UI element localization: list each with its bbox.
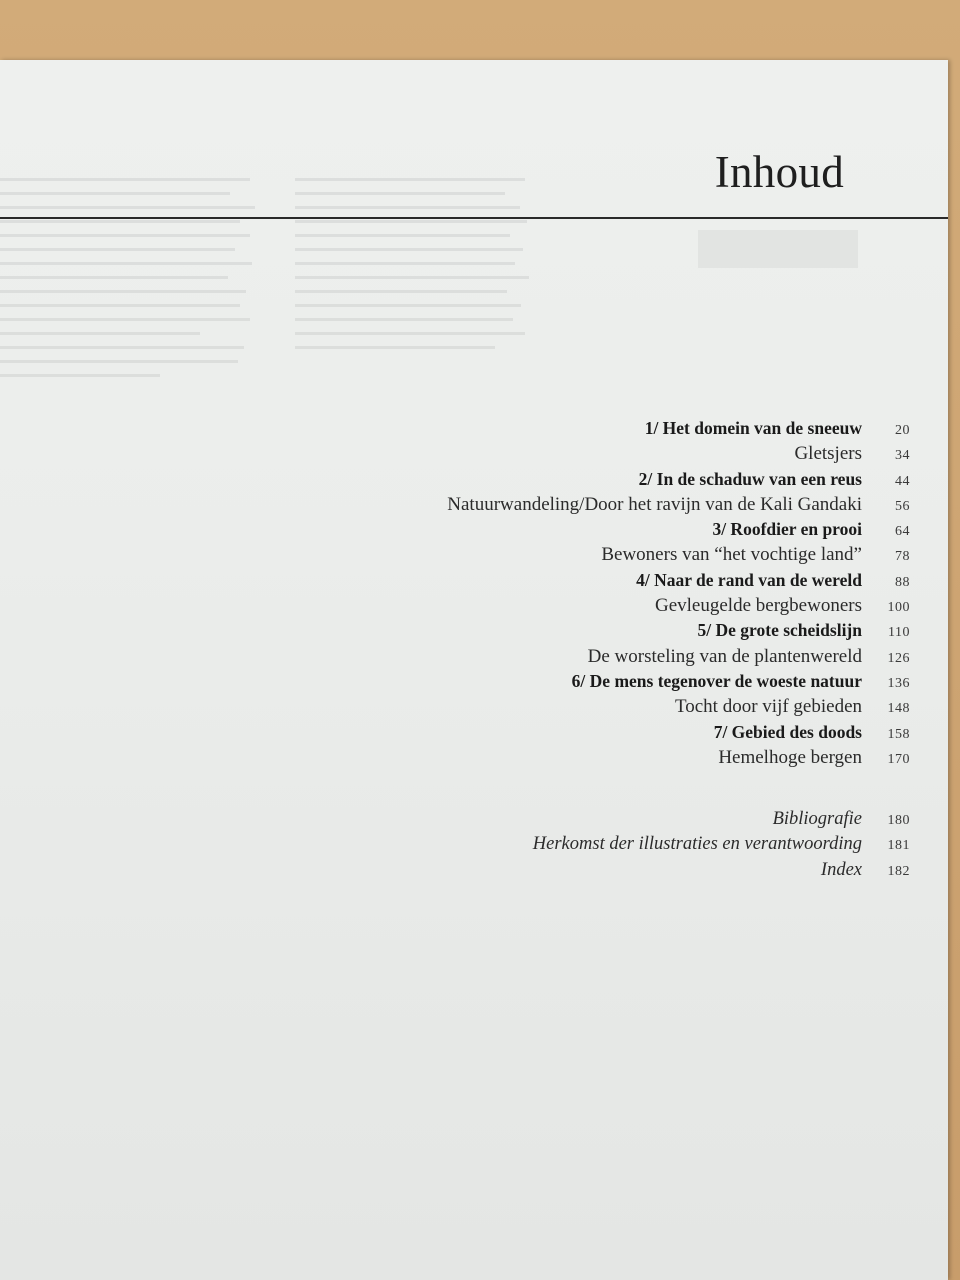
toc-back-matter-entry <box>300 809 910 834</box>
toc-chapter-entry <box>300 519 910 544</box>
toc-essay-entry <box>300 494 910 519</box>
toc-essay-entry <box>300 595 910 620</box>
toc-entry-page-number: 170 <box>887 751 910 767</box>
toc-entry-page-number: 34 <box>895 448 910 464</box>
toc-entry-page-number: 88 <box>895 574 910 590</box>
toc-essay-entry <box>300 544 910 569</box>
toc-essay-entry <box>300 443 910 468</box>
show-through-column-left <box>0 178 270 388</box>
table-of-contents <box>300 418 910 885</box>
toc-entry-page-number: 100 <box>887 600 910 616</box>
toc-essay-entry <box>300 696 910 721</box>
toc-main-entries <box>300 418 910 772</box>
toc-entry-page-number: 148 <box>887 701 910 717</box>
toc-entry-title: Gletsjers <box>794 443 862 465</box>
show-through-column-mid <box>295 178 535 360</box>
toc-section-gap <box>300 772 910 809</box>
toc-back-matter-entry <box>300 834 910 859</box>
toc-entry-title: Index <box>820 859 862 880</box>
toc-chapter-entry <box>300 671 910 696</box>
toc-entry-title: 5/ De grote scheidslijn <box>697 620 862 641</box>
toc-entry-page-number: 181 <box>887 838 910 854</box>
toc-entry-title: De worsteling van de plantenwereld <box>587 645 862 667</box>
toc-entry-title: Natuurwandeling/Door het ravijn van de Kali Gandaki <box>447 493 862 515</box>
toc-entry-page-number: 182 <box>887 863 910 879</box>
toc-chapter-entry <box>300 570 910 595</box>
toc-entry-title: Hemelhoge bergen <box>718 746 862 768</box>
toc-chapter-entry <box>300 620 910 645</box>
toc-entry-page-number: 110 <box>888 625 910 641</box>
toc-entry-title: Gevleugelde bergbewoners <box>655 595 862 617</box>
toc-entry-title: 2/ In de schaduw van een reus <box>638 468 862 489</box>
toc-entry-title: 1/ Het domein van de sneeuw <box>644 418 862 438</box>
toc-entry-page-number: 158 <box>887 726 910 742</box>
toc-entry-page-number: 136 <box>887 675 910 691</box>
toc-entry-page-number: 78 <box>895 549 910 565</box>
toc-entry-title: Tocht door vijf gebieden <box>674 696 862 718</box>
toc-entry-page-number: 44 <box>895 473 910 489</box>
toc-chapter-entry <box>300 418 910 443</box>
show-through-image-block <box>698 230 858 268</box>
toc-entry-page-number: 64 <box>895 524 910 540</box>
toc-entry-title: 3/ Roofdier en prooi <box>712 519 862 540</box>
toc-chapter-entry <box>300 469 910 494</box>
page-title: Inhoud <box>714 147 844 197</box>
toc-entry-page-number: 180 <box>887 813 910 829</box>
title-rule-divider <box>0 217 948 219</box>
toc-entry-page-number: 126 <box>887 650 910 666</box>
toc-entry-title: Bewoners van “het vochtige land” <box>601 544 862 566</box>
toc-chapter-entry <box>300 722 910 747</box>
toc-entry-title: 4/ Naar de rand van de wereld <box>636 569 862 590</box>
toc-essay-entry <box>300 646 910 671</box>
toc-entry-page-number: 20 <box>895 423 910 438</box>
toc-back-matter-entry <box>300 860 910 885</box>
book-page <box>0 60 948 1280</box>
toc-entry-title: Bibliografie <box>772 809 862 830</box>
toc-entry-title: 6/ De mens tegenover de woeste natuur <box>571 670 862 691</box>
toc-essay-entry <box>300 747 910 772</box>
toc-back-matter <box>300 809 910 885</box>
toc-entry-page-number: 56 <box>895 498 910 514</box>
toc-entry-title: Herkomst der illustraties en verantwoording <box>532 834 862 855</box>
toc-entry-title: 7/ Gebied des doods <box>713 721 862 742</box>
